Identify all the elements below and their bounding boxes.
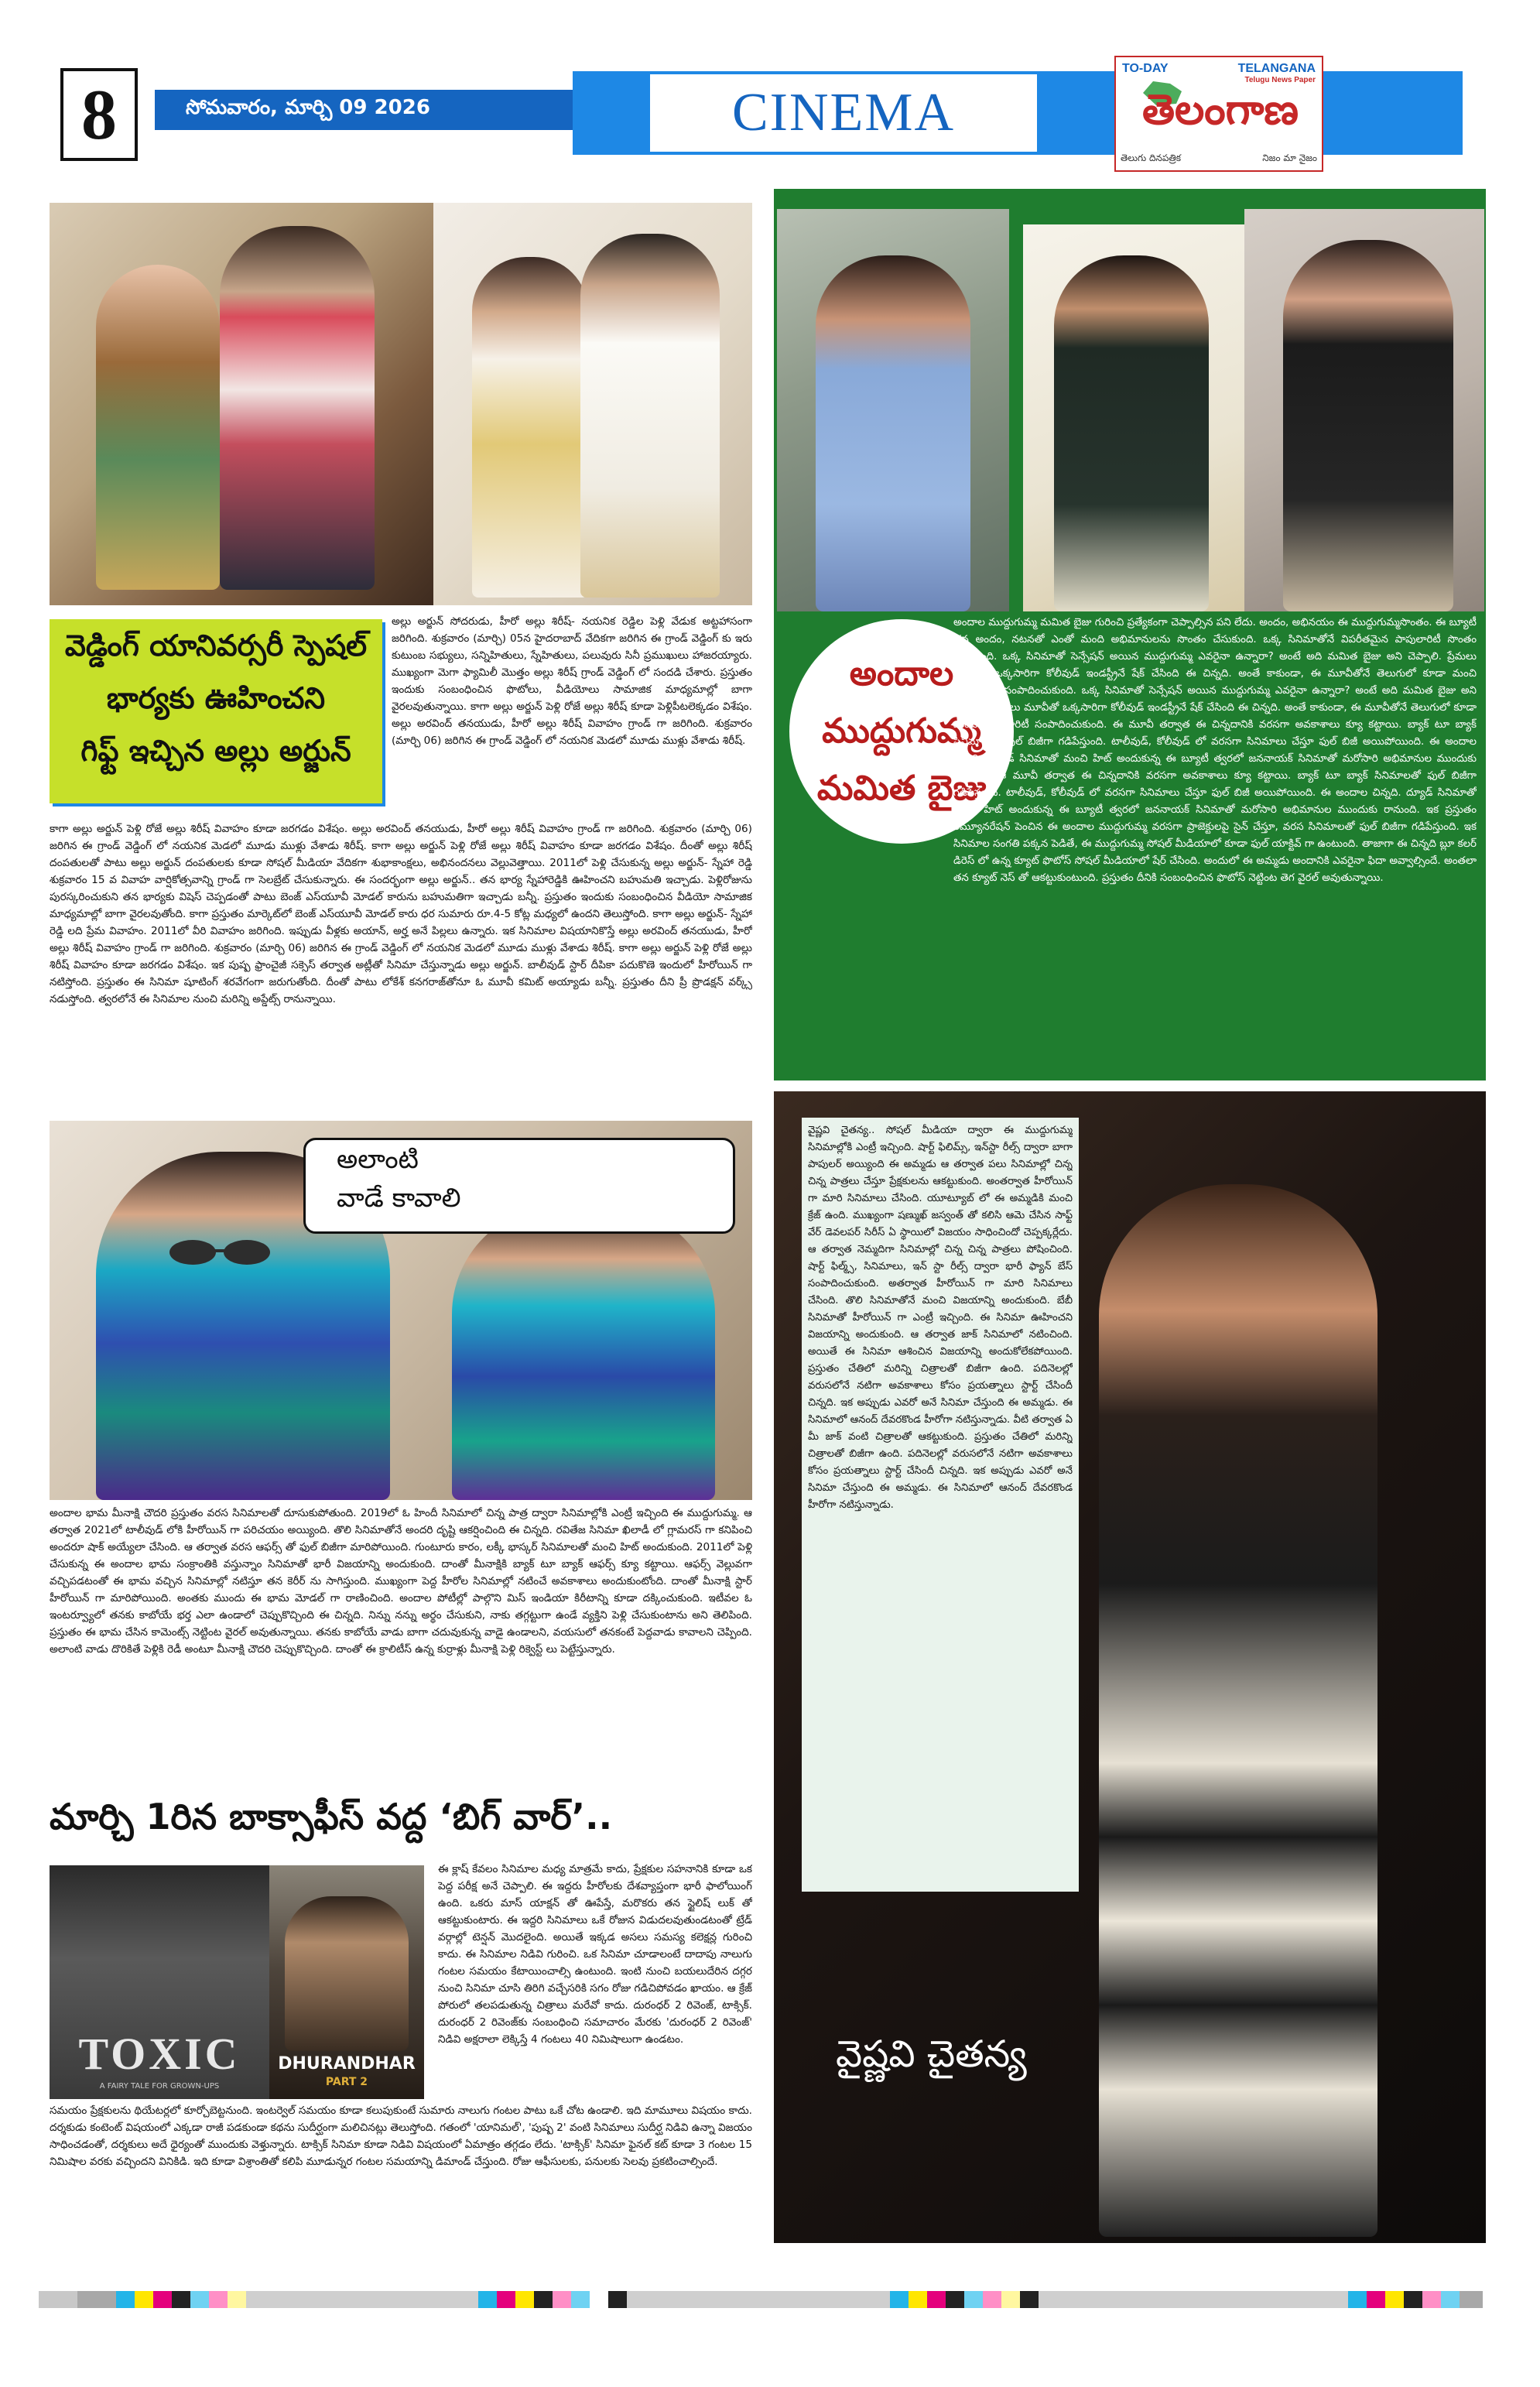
headline-line: వెడ్డింగ్ యానివర్సరీ స్పెషల్ [64,628,368,663]
mamitha-photo-1 [777,209,1009,611]
strip-segment [571,2291,590,2308]
strip-segment [135,2291,153,2308]
strip-segment [497,2291,515,2308]
strip-segment [1460,2291,1483,2308]
strip-segment [1348,2291,1367,2308]
strip-segment [964,2291,983,2308]
strip-segment [590,2291,608,2308]
headline-line: ముద్దుగుమ్మ [822,711,981,751]
bubble-line: వాడే కావాలి [337,1183,461,1214]
sunglasses-icon [166,1237,274,1268]
strip-segment [1039,2291,1348,2308]
strip-segment [1404,2291,1422,2308]
bride-figure [96,265,220,590]
strip-segment [1385,2291,1404,2308]
dhurandhar-poster [269,1865,424,2099]
toxic-subtitle: A FAIRY TALE FOR GROWN-UPS [99,2082,220,2091]
mamitha-photo-2 [1023,224,1244,611]
logo-tag-right: TELANGANA [1237,62,1316,75]
strip-segment [627,2291,890,2308]
headline-line: గిఫ్ట్ ఇచ్చిన అల్లు అర్జున్ [80,734,351,768]
strip-segment [1020,2291,1039,2308]
husband-figure [580,234,720,598]
strip-segment [116,2291,135,2308]
strip-segment [209,2291,228,2308]
boxoffice-body-text: సమయం ప్రేక్షకులను థియేటర్లలో కూర్చోబెట్టనుంది. ఇంటర్వెల్ సమయం కూడా కలుపుకుంటే సుమారు నాలుగు గంటల పాటు ఒకే చోట ఉండాలి. ఇది మామూలు విషయం కాదు. దర్శకుడు కంటెంట్ విషయంలో ఎక్కడా రాజీ పడకుండా కథను సుదీర్ఘంగా మలిచినట్లు తెలుస్తోంది. గతంలో 'యానిమల్', 'పుష్ప 2' వంటి సినిమాలు సుదీర్ఘ నిడివి ఉన్నా విజయం సాధించడంతో, దర్శకులు అదే ధైర్యంతో ముందుకు వెళ్తున్నారు. టాక్సిక్ సినిమా కూడా నిడివి విషయంలో ఏమాత్రం తగ్గడం లేదు. 'టాక్సిక్' సినిమా ఫైనల్ కట్ కూడా 3 గంటల 15 నిమిషాల వరకు వచ్చిందని వినికిడి. ఇది కూడా విశ్రాంతితో కలిపి మూడున్నర గంటల సమయాన్ని డిమాండ్ చేస్తుంది. రోజు ఆఫీసులకు, పనులకు సెలవు ప్రకటించాల్సిందే. [50,2104,752,2168]
headline-line: భార్యకు ఊహించని [106,681,326,715]
strip-segment [190,2291,209,2308]
bubble-line: అలాంటి [337,1144,419,1175]
strip-segment [927,2291,946,2308]
dhurandhar-figure [285,1896,409,2051]
vaishnavi-body-text: వైష్ణవి చైతన్య.. సోషల్ మీడియా ద్వారా ఈ ముద్దుగుమ్మ సినిమాల్లోకి ఎంట్రీ ఇచ్చింది. షార్ట్ ఫిలిమ్స్, ఇన్‌స్టా రీల్స్ ద్వారా బాగా పాపులర్ అయ్యింది ఈ అమ్మడు ఆ తర్వాత పలు సినిమాల్లో చిన్న చిన్న పాత్రలు చేస్తూ ప్రేక్షకులను ఆకట్టుకుంది. అంతర్వాత హీరోయిన్ గా మారి సినిమాలు చేసింది. యూట్యూబ్ లో ఈ అమ్మడికి మంచి క్రేజ్ ఉంది. ముఖ్యంగా షణ్ముఖ్ జస్వంత్ తో కలిసి ఆమె చేసిన సాఫ్ట్ వేర్ డెవలపర్ సిరీస్ ఏ స్థాయిలో విజయం సాధించిందో చెప్పక్కర్లేదు. ఆ తర్వాత నెమ్మదిగా సినిమాల్లో చిన్న చిన్న పాత్రలు పోషించింది. షార్ట్ ఫిల్మ్స్, సినిమాలు, ఇన్ స్టా రీల్స్ ద్వారా భారీ ఫ్యాన్ బేస్ సంపాదించుకుంది. అతర్వాత హీరోయిన్ గా మారి సినిమాలు చేసింది. తొలి సినిమాతోనే మంచి విజయాన్ని అందుకుంది. బేబీ సినిమాతో హీరోయిన్ గా ఎంట్రీ ఇచ్చింది. ఈ సినిమా ఊహించని విజయాన్ని అందుకుంది. ఆ తర్వాత జాక్ సినిమాలో నటించింది. అయితే ఈ సినిమా ఆశించిన విజయాన్ని అందుకోలేకపోయింది. ప్రస్తుతం చేతిలో మరిన్ని చిత్రాలతో బిజీగా ఉంది. పదినెలల్లో వరుసలోనే నటిగా అవకాశాలు కోసం ప్రయత్నాలు స్టార్ట్ చేసిందీ చిన్నది. ఇక అప్పుడు ఎవరో అనే సినిమా చేస్తుంది ఈ అమ్మడు. ఈ సినిమాలో ఆనంద్ దేవరకొండ హీరోగా నటిస్తున్నాడు. వీటి తర్వాత ఏ మీ జాక్ వంటి చిత్రాలతో ఆకట్టుకుంది. ప్రస్తుతం చేతిలో మరిన్ని చిత్రాలతో బిజీగా ఉంది. పదినెలల్లో వరుసలోనే నటిగా అవకాశాలు కోసం ప్రయత్నాలు స్టార్ట్ చేసిందీ చిన్నది. ఇక అప్పుడు ఎవరో అనే సినిమా చేస్తుంది ఈ అమ్మడు. ఈ సినిమాలో ఆనంద్ దేవరకొండ హీరోగా నటిస్తున్నాడు. [808,1125,1073,1511]
strip-segment [946,2291,964,2308]
logo-footer-left: తెలుగు దినపత్రిక [1121,152,1182,163]
toxic-title: TOXIC [78,2029,241,2079]
strip-segment [1422,2291,1441,2308]
strip-segment [153,2291,172,2308]
keerthy-body-text: అందాల భామ మీనాక్షి చౌదరి ప్రస్తుతం వరస సినిమాలతో దూసుకుపోతుంది. 2019లో ఓ హిందీ సినిమాలో చిన్న పాత్ర ద్వారా సినిమాల్లోకి ఎంట్రీ ఇచ్చింది ఈ ముద్దుగుమ్మ. ఆ తర్వాత 2021లో టాలీవుడ్ లోకి హీరోయిన్ గా పరిచయం అయ్యింది. తొలి సినిమాతోనే అందరి దృష్టి ఆకర్షించింది ఈ చిన్నది. రవితేజ సినిమా ఖిలాడీ లో గ్లామరస్ గా కనిపించి అందరూ షాక్ అయ్యేలా చేసింది. ఆ తర్వాత వరస ఆఫర్స్ తో ఫుల్ బిజీగా మారిపోయింది. గుంటూరు కారం, లక్కీ భాస్కర్ సినిమాలతో మంచి హిట్ అందుకుంది. 2011లో పెళ్లి చేసుకున్న ఈ అందాల భామ సంక్రాంతికి వస్తున్నాం సినిమాతో భారీ విజయాన్ని అందుకుంది. దాంతో మీనాక్షికి బ్యాక్ టూ బ్యాక్ ఆఫర్స్ క్యూ కట్టాయి. ఆఫర్స్ వెల్లువగా వచ్చిపడటంతో ఈ భామ వచ్చిన సినిమాల్లో నటిస్తూ తన కెరీర్ ను సాగిస్తుంది. ముఖ్యంగా పెద్ద హీరోల సినిమాల్లో నటించే అవకాశాలు అందుకుంటోంది. దాంతో మీనాక్షి స్టార్ హీరోయిన్ గా మారిపోయింది. అంతకు ముందు ఈ భామ మోడల్ గా రాణించింది. అందాల పోటీల్లో పాల్గొని మిస్ ఇండియా కిరీటాన్ని కూడా దక్కించుకుంది. ఇటీవల ఓ ఇంటర్వ్యూలో తనకు కాబోయే భర్త ఎలా ఉండాలో చెప్పుకొచ్చింది ఈ చిన్నది. నిన్ను నన్ను అర్థం చేసుకుని, నాకు తగ్గట్టుగా ఉండే వ్యక్తిని పెళ్లి చేసుకుంటాను అని తెలిపింది. ప్రస్తుతం ఈ భామ చేసిన కామెంట్స్ నెట్టింట వైరల్ అవుతున్నాయి. తనకు కాబోయే వాడు బాగా చదువుకున్న వాడై ఉండాలని, వయసులో తనకంటే పెద్దవాడు కావాలని చెప్పింది. అలాంటి వాడు దొరికితే పెళ్లికి రెడీ అంటూ మీనాక్షి చౌదరి చెప్పుకొచ్చింది. దాంతో ఈ క్రాలిటీస్ ఉన్న కుర్రాళ్లు మీనాక్షి పెళ్లి రిక్వెస్ట్ లు పెట్టేస్తున్నారు. [50,1507,752,1656]
dhurandhar-title: DHURANDHAR [278,2054,416,2074]
speech-bubble [303,1138,735,1234]
woman-figure-right [452,1206,715,1500]
dhurandhar-subtitle: PART 2 [325,2076,368,2088]
strip-segment [909,2291,927,2308]
strip-segment [172,2291,190,2308]
strip-segment [1441,2291,1460,2308]
strip-segment [890,2291,909,2308]
section-title: CINEMA [650,74,1037,152]
strip-segment [553,2291,571,2308]
logo-name: తెలంగాణ [1141,84,1299,134]
wife-figure [472,257,588,598]
newspaper-logo [1114,56,1323,172]
strip-segment [77,2291,116,2308]
mamitha-body-text: అందాల ముద్దుగుమ్మ మమిత బైజు గురించి ప్రత్యేకంగా చెప్పాల్సిన పని లేదు. అందం, అభినయం ఈ ముద్దుగుమ్మసొంతం. ఈ బ్యూటీ తన అందం, నటనతో ఎంతో మంది అభిమానులను సొంతం చేసుకుంది. ఒక్క సినిమాతోనే విపరీతమైన పాపులారిటీ సొంతం చేసుకుంది. ఒక్క సినిమాతో సెన్సేషన్ అయిన ముద్దుగుమ్మ ఎవరైనా ఉన్నారా? అంటే అది మమిత బైజు అని చెప్పాలి. ప్రేమలు మూవీతో ఒక్కసారిగా కోలీవుడ్ ఇండస్ట్రీనే షేక్ చేసింది ఈ చిన్నది. అంతే కాకుండా, ఈ మూవీతోనే తెలుగులో కూడా మంచి పాపులారిటీ సంపాదించుకుంది. ఒక్క సినిమాతో సెన్సేషన్ అయిన ముద్దుగుమ్మ ఎవరైనా ఉన్నారా? అంటే అది మమిత బైజు అని చెప్పాలి. ప్రేమలు మూవీతో ఒక్కసారిగా కోలీవుడ్ ఇండస్ట్రీనే షేక్ చేసింది ఈ చిన్నది. అంతే కాకుండా, ఈ మూవీతోనే తెలుగులో కూడా మంచి పాపులారిటీ సంపాదించుకుంది. ఈ మూవీ తర్వాత ఈ చిన్నదానికి వరసగా అవకాశాలు క్యూ కట్టాయి. బ్యాక్ టూ బ్యాక్ సినిమాలతో ఫుల్ బిజీగా గడిపేస్తుంది. టాలీవుడ్, కోలీవుడ్ లో వరసగా సినిమాలు చేస్తూ ఫుల్ బిజీ అయిపోయింది. ఈ అందాల చిన్నది. ద్యూడ్ సినిమాతో మంచి హిట్ అందుకున్న ఈ బ్యూటీ త్వరలో జననాయక్ సినిమాతో మరోసారి అభిమానుల ముందుకు రానుంది. ఈ మూవీ తర్వాత ఈ చిన్నదానికి వరసగా అవకాశాలు క్యూ కట్టాయి. బ్యాక్ టూ బ్యాక్ సినిమాలతో ఫుల్ బిజీగా గడిపేస్తుంది. టాలీవుడ్, కోలీవుడ్ లో వరసగా సినిమాలు చేస్తూ ఫుల్ బిజీ అయిపోయింది. ఈ అందాల చిన్నది. ద్యూడ్ సినిమాతో మంచి హిట్ అందుకున్న ఈ బ్యూటీ త్వరలో జననాయక్ సినిమాతో మరోసారి అభిమానుల ముందుకు రానుంది. ఇక ప్రస్తుతం రెమ్యూనరేషన్ పెంచిన ఈ అందాల ముద్దుగుమ్మ వరసగా ప్రాజెక్టులపై సైన్ చేస్తూ, వరస సినిమాలతో ఫుల్ బిజీగా గడిపేస్తుంది. ఇక సినిమాల సంగతి పక్కన పెడితే, ఈ ముద్దుగుమ్మ సోషల్ మీడియాలో కూడా ఫుల్ యాక్టివ్ గా ఉంటుంది. తాజాగా ఈ చిన్నది బ్లూ కలర్ డిరెస్ లో ఉన్న క్యూట్ ఫొటోస్ సోషల్ మీడియాలో షేర్ చేసింది. అందులో ఈ అమ్మడు అందానికి ఎవరైనా ఫిదా అవ్వాల్సిందే. అంతలా తన క్యూట్ నెస్ తో ఆకట్టుకుంటుంది. ప్రస్తుతం దీనికి సంబంధించిన ఫొటోస్ నెట్టింట తెగ వైరల్ అవుతున్నాయి. [953,617,1477,884]
strip-segment [534,2291,553,2308]
strip-segment [1367,2291,1385,2308]
logo-footer-right: నిజం మా నైజం [1262,152,1317,163]
toxic-poster [50,1865,269,2099]
issue-date: సోమవారం, మార్చి 09 2026 [155,90,573,130]
allu-photo-right [433,203,752,605]
strip-segment [608,2291,627,2308]
mamitha-figure-1 [816,255,970,611]
vaishnavi-caption: వైష్ణవి చైతన్య [836,2033,1027,2076]
mamitha-figure-2 [1054,255,1209,611]
strip-segment [515,2291,534,2308]
allu-side-text: అల్లు అర్జున్ సోదరుడు, హీరో అల్లు శిరీష్- నయనిక రెడ్డిల పెళ్లి వేడుక అట్టహాసంగా జరిగింది. శుక్రవారం (మార్చి) 05న హైదరాబాద్ వేదికగా జరిగిన ఈ గ్రాండ్ వెడ్డింగ్ కు ఇరు కుటుంబ సభ్యులు, సన్నిహితులు, స్నేహితులు, పలువురు సినీ ప్రముఖులు హాజరయ్యారు. ముఖ్యంగా మెగా ఫ్యామిలీ మొత్తం అల్లు శిరీష్ గ్రాండ్ వెడ్డింగ్ లో సందడి చేశారు. ప్రస్తుతం ఇందుకు సంబంధించిన ఫొటోలు, వీడియోలు సామాజిక మాధ్యమాల్లో బాగా వైరలవుతున్నాయి. కాగా అల్లు అర్జున్ పెళ్లి రోజే అల్లు శిరీష్ కూడా పెళ్లిపీటలెక్కడం విశేషం. అల్లు అరవింద్ తనయుడు, హీరో అల్లు శిరీష్ వివాహం గ్రాండ్ గా జరిగింది. శుక్రవారం (మార్చి 06) జరిగిన ఈ గ్రాండ్ వెడ్డింగ్ లో నయనిక మెడలో మూడు ముళ్లు వేశాడు శిరీష్. [392,615,752,747]
headline-allu [50,619,382,803]
strip-segment [39,2291,77,2308]
headline-line: అందాల [849,654,954,693]
boxoffice-side-text: ఈ క్లాష్ కేవలం సినిమాల మధ్య మాత్రమే కాదు, ప్రేక్షకుల సహనానికి కూడా ఒక పెద్ద పరీక్ష అనే చెప్పాలి. ఈ ఇద్దరు హీరోలకు దేశవ్యాప్తంగా భారీ ఫాలోయింగ్ ఉంది. ఒకరు మాస్ యాక్షన్ తో ఊపేస్తే, మరొకరు తన స్టైలిష్ లుక్ తో ఆకట్టుకుంటారు. ఈ ఇద్దరి సినిమాలు ఒకే రోజున విడుదలవుతుండటంతో ట్రేడ్ వర్గాల్లో టెన్షన్ మొదలైంది. అయితే ఇక్కడ అసలు సమస్య కలెక్షన్ల గురించి కాదు. ఈ సినిమాల నిడివి గురించి. ఒక సినిమా చూడాలంటే దాదాపు నాలుగు గంటల సమయం కేటాయించాల్సి ఉంటుంది. ఇంటి నుంచి బయలుదేరిన దగ్గర నుంచి సినిమా చూసి తిరిగి వచ్చేసరికి సగం రోజు గడిచిపోవడం ఖాయం. ఆ క్రేజ్ పోరులో తలపడుతున్న చిత్రాలు మరేవో కాదు. దురంధర్ 2 రివెంజ్, టాక్సిక్. దురంధర్ 2 రివెంజ్‌కు సంబంధించి సమాచారం మేరకు 'దురంధర్ 2 రివెంజ్' నిడివి అక్షరాలా లెక్కిస్తే 4 గంటలు 40 నిమిషాలుగా ఉండటం. [438,1863,752,2046]
strip-segment [478,2291,497,2308]
logo-tag-sub: Telugu News Paper [1244,76,1316,84]
strip-segment [1001,2291,1020,2308]
vaishnavi-figure [1099,1184,1377,2237]
mamitha-figure-3 [1283,240,1453,611]
groom-figure [220,226,375,590]
headline-line: మమిత బైజు [816,769,987,808]
strip-segment [228,2291,246,2308]
headline-boxoffice: మార్చి 1రిన బాక్సాఫీస్ వద్ద ‘బిగ్ వార్’.. [50,1796,613,1837]
allu-photo-left [50,203,433,605]
strip-segment [246,2291,478,2308]
allu-body-text: కాగా అల్లు అర్జున్ పెళ్లి రోజే అల్లు శిరీష్ వివాహం కూడా జరగడం విశేషం. అల్లు అరవింద్ తనయుడు, హీరో అల్లు శిరీష్ వివాహం గ్రాండ్ గా జరిగింది. శుక్రవారం (మార్చి 06) జరిగిన ఈ గ్రాండ్ వెడ్డింగ్ లో నయనిక మెడలో మూడు ముళ్లు వేశాడు శిరీష్. కాగా అల్లు అర్జున్ పెళ్లి రోజే అల్లు శిరీష్ వివాహం కూడా జరగడం విశేషం. దీంతో అల్లు శిరీష్ దంపతులతో పాటు అల్లు అర్జున్ దంపతులకు కూడా సోషల్ మీడియా వేదికగా శుభాకాంక్షలు, అభినందనలు వెల్లువెత్తాయి. 2011లో పెళ్లి చేసుకున్న అల్లు అర్జున్- స్నేహా రెడ్డి శుక్రవారం 15 వ వివాహ వార్షికోత్సవాన్ని గ్రాండ్ గా సెలబ్రేట్ చేసుకున్నారు. ఈ సందర్భంగా అల్లు అర్జున్.. తన భార్య స్నేహారెడ్డికి ఊహించని బహుమతి ఇచ్చాడు. పెళ్లిరోజును పురస్కరించుకుని తన భార్యకు విషెస్ చెప్పడంతో పాటు బెంజ్ ఎస్‌యూవీ మోడల్ కారును బహుమతిగా ఇచ్చాడు బన్నీ. ప్రస్తుతం ఇందుకు సంబంధించిన వీడియో సామాజిక మాధ్యమాల్లో బాగా వైరలవుతోంది. కాగా ప్రస్తుతం మార్కెట్‌లో బెంజ్ ఎస్‌యూవీ మోడల్ కారు ధర సుమారు రూ.4-5 కోట్ల మధ్యలో ఉందని తెలుస్తోంది. కాగా అల్లు అర్జున్- స్నేహా రెడ్డి లది ప్రేమ వివాహం. 2011లో వీరి వివాహం జరిగింది. ఇప్పుడు వీళ్లకు అయాన్, అర్హ అనే పిల్లలు ఉన్నారు. ఇక సినిమాల విషయానికొస్తే అల్లు అరవింద్ తనయుడు, హీరో అల్లు శిరీష్ వివాహం గ్రాండ్ గా జరిగింది. శుక్రవారం (మార్చి 06) జరిగిన ఈ గ్రాండ్ వెడ్డింగ్ లో నయనిక మెడలో మూడు ముళ్లు వేశాడు శిరీష్. కాగా అల్లు అర్జున్ పెళ్లి రోజే అల్లు శిరీష్ వివాహం కూడా జరగడం విశేషం. ఇక పుష్ప ఫ్రాంచైజీ సక్సెస్ తర్వాత అట్లీతో సినిమా చేస్తున్నాడు అల్లు అర్జున్. బాలీవుడ్ స్టార్ దీపికా పదుకొణె ఇందులో హీరోయిన్ గా నటిస్తోంది. ప్రస్తుతం ఈ సినిమా షూటింగ్ శరవేగంగా జరుగుతోంది. దీంతో పాటు లోకేశ్ కనగరాజ్‌తోనూ ఓ మూవీ కమిట్ అయ్యాడు బన్నీ. ప్రస్తుతం దీని ప్రీ ప్రొడక్షన్ వర్క్స్ నడుస్తోంది. త్వరలోనే ఈ సినిమాల నుంచి మరిన్ని అప్డేట్స్ రానున్నాయి. [50,823,752,1005]
page-number: 8 [60,68,138,161]
strip-segment [983,2291,1001,2308]
mamitha-photo-3 [1244,209,1484,611]
logo-tag-left: TO-DAY [1122,62,1169,75]
